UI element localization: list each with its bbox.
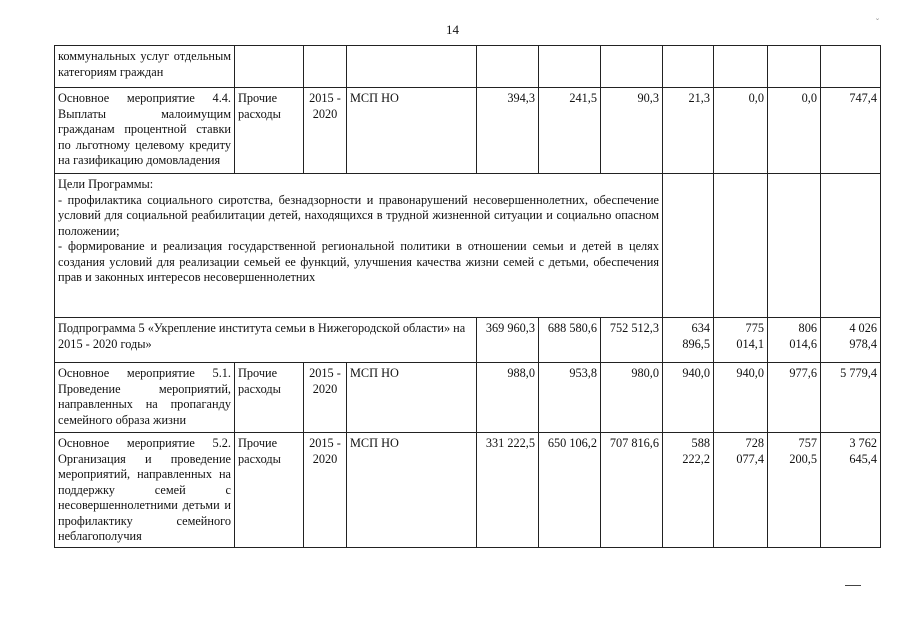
value-cell: 757 200,5 — [768, 433, 821, 548]
expense-cell: Прочие расходы — [235, 363, 304, 433]
value-cell: 775 014,1 — [714, 318, 768, 363]
executor-cell — [347, 46, 477, 88]
row-description: Основное мероприятие 4.4. Выплаты малоимущим гражданам процентной ставки по льготному целевому кредиту на газификацию домовладения — [55, 88, 235, 174]
value-cell — [539, 46, 601, 88]
value-cell: 977,6 — [768, 363, 821, 433]
years-cell — [304, 46, 347, 88]
value-cell: 588 222,2 — [663, 433, 714, 548]
value-cell — [663, 46, 714, 88]
value-cell: 707 816,6 — [601, 433, 663, 548]
value-cell — [714, 46, 768, 88]
executor-cell: МСП НО — [347, 88, 477, 174]
value-cell: 5 779,4 — [821, 363, 881, 433]
years-cell: 2015 - 2020 — [304, 433, 347, 548]
page-number: 14 — [446, 22, 459, 37]
value-cell: 241,5 — [539, 88, 601, 174]
value-cell: 752 512,3 — [601, 318, 663, 363]
scan-mark: ˘ — [876, 17, 879, 27]
value-cell — [821, 46, 881, 88]
table-row — [55, 318, 881, 363]
row-description: Основное мероприятие 5.1. Проведение мероприятий, направленных на пропаганду семейного образа жизни — [55, 363, 235, 433]
row-description: коммунальных услуг отдельным категориям граждан — [55, 46, 235, 88]
value-cell: 650 106,2 — [539, 433, 601, 548]
value-cell: 21,3 — [663, 88, 714, 174]
row-description: Основное мероприятие 5.2. Организация и проведение мероприятий, направленных на поддержку семей с несовершеннолетними детьми и профилактику семейного неблагополучия — [55, 433, 235, 548]
executor-cell: МСП НО — [347, 433, 477, 548]
value-cell: 369 960,3 — [477, 318, 539, 363]
scan-mark-line — [845, 585, 861, 586]
empty-cell — [714, 174, 768, 318]
value-cell: 331 222,5 — [477, 433, 539, 548]
table-row — [55, 88, 881, 174]
value-cell: 953,8 — [539, 363, 601, 433]
years-cell: 2015 - 2020 — [304, 88, 347, 174]
expense-cell — [235, 46, 304, 88]
years-cell: 2015 - 2020 — [304, 363, 347, 433]
value-cell: 0,0 — [768, 88, 821, 174]
value-cell: 980,0 — [601, 363, 663, 433]
value-cell: 988,0 — [477, 363, 539, 433]
empty-cell — [821, 174, 881, 318]
value-cell: 4 026 978,4 — [821, 318, 881, 363]
expense-cell: Прочие расходы — [235, 88, 304, 174]
expense-cell: Прочие расходы — [235, 433, 304, 548]
value-cell: 634 896,5 — [663, 318, 714, 363]
table-row — [55, 363, 881, 433]
value-cell: 3 762 645,4 — [821, 433, 881, 548]
value-cell: 806 014,6 — [768, 318, 821, 363]
value-cell: 940,0 — [714, 363, 768, 433]
value-cell: 0,0 — [714, 88, 768, 174]
value-cell — [477, 46, 539, 88]
value-cell: 90,3 — [601, 88, 663, 174]
value-cell: 728 077,4 — [714, 433, 768, 548]
table-row — [55, 174, 881, 318]
value-cell: 747,4 — [821, 88, 881, 174]
subprogram-title: Подпрограмма 5 «Укрепление института семьи в Нижегородской области» на 2015 - 2020 годы» — [55, 318, 477, 363]
table-row — [55, 46, 881, 88]
program-goals: Цели Программы: - профилактика социального сиротства, безнадзорности и правонарушений несовершеннолетних, обеспечение условий для социальной реабилитации детей, находящихся в трудной жизненной ситуации и социально опасном положении; - формирование и реализация государственной региональной политики в отношении семьи и детей в целях создания условий для реализации семьей ее функций, улучшения качества жизни семей с детьми, обеспечения прав и законных интересов несовершеннолетних — [55, 174, 663, 318]
value-cell: 688 580,6 — [539, 318, 601, 363]
value-cell: 394,3 — [477, 88, 539, 174]
executor-cell: МСП НО — [347, 363, 477, 433]
empty-cell — [768, 174, 821, 318]
value-cell: 940,0 — [663, 363, 714, 433]
value-cell — [768, 46, 821, 88]
table-row — [55, 433, 881, 548]
value-cell — [601, 46, 663, 88]
empty-cell — [663, 174, 714, 318]
program-table — [54, 45, 881, 548]
